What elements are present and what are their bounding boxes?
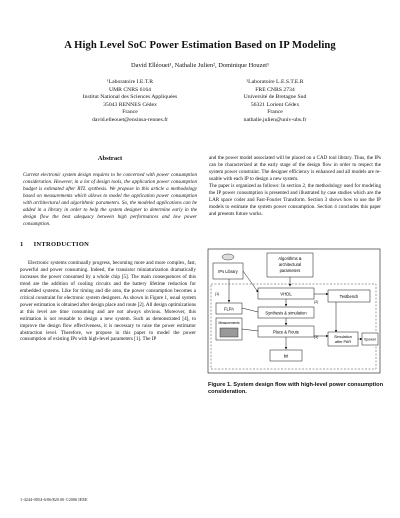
affiliation-line: UMR CNRS 6164: [108, 86, 152, 93]
affiliation-email: nathalie.julien@univ-ubs.fr: [243, 116, 307, 123]
affiliation-email: david.elleouet@ensinsa-rennes.fr: [92, 116, 168, 123]
xpower-label: Xpower: [363, 337, 377, 342]
algorithms-label: parameters: [279, 268, 301, 273]
flow-arrow: [243, 271, 258, 292]
section-heading: [20, 241, 99, 248]
paragraph: Electronic systems continually progress, becoming more and more complex, fast, powerful and power consuming. Indeed, the transistor miniaturization dramatically increases the power consumed by a whole chip [5]. The main consequences of this trend are the addition of cooling circuits and the battery lifetime reduction for embedded systems. Like for timing and die area, the power consumption becomes a critical constraint for electronic system designers. As shown in Figure 1, usual system power estimation is obtained after design place and route [2]. All design optimizations at this level are time consuming and are not always obvious. Moreover, this estimation is not reusable to design a new system. Such as demonstrated [4], to improve the design flow effectiveness, it is necessary to raise the power estimator abstraction level. Therefore, we propose in this paper to model the power consumption of existing IPs with high-level parameters [1]. The IP: [20, 260, 196, 343]
affiliation-line: 35043 RENNES Cédex: [103, 101, 157, 108]
algorithms-label: Algorithms &: [278, 256, 302, 261]
measurements-label: Measurements: [218, 321, 240, 325]
introduction-text: [20, 260, 196, 343]
marker-2: (2): [314, 300, 319, 304]
affiliation-line: ¹Laboratoire I.E.T.R: [106, 79, 154, 85]
abstract-heading: Abstract: [97, 155, 123, 162]
figure-caption: Figure 1. System design flow with high-level power consumption consideration.: [208, 382, 384, 396]
affiliation-1: [58, 79, 202, 125]
marker-1: (1): [215, 292, 220, 296]
author-list: David Elléouet¹, Nathalie Julien², Dominique Houzet¹: [131, 62, 269, 69]
affiliation-2: [208, 79, 342, 125]
paragraph: and the power model associated will be placed on a CAD tool library. Thus, the IPs can be characterized at the early stage of the design flow in order to respect the system power constraint. The designer efficiency is enhanced and all models are re-usable with each IP to design a new system.: [209, 155, 381, 182]
testbench-label: Testbench: [339, 294, 359, 299]
affiliation-line: Université de Bretagne Sud: [243, 94, 307, 101]
affiliation-line: FRE CNRS 2734: [255, 86, 295, 93]
affiliation-line: ²Laboratoire L.E.S.T.E.R: [246, 79, 304, 85]
synthesis-label: Synthesis & simulation: [265, 310, 307, 316]
ip-library-label: IPs Library: [218, 269, 238, 274]
simulation-label: Simulation: [334, 335, 352, 339]
abstract-text: [23, 172, 197, 228]
flow-arrow: [242, 308, 258, 312]
paper-title: A High Level SoC Power Estimation Based on IP Modeling: [64, 40, 336, 51]
paragraph: The paper is organized as follows: In section 2, the methodology used for modeling the IP power consumption is presented and illustrated by case studies which are the LAR space coder and Fast-Fourier Transform. Section 3 shows how to use the IP models to estimate the system power consumption. Section 4 concludes this paper and presents future works.: [209, 182, 381, 217]
algorithms-label: architectural: [278, 262, 302, 267]
section-number: 1: [20, 241, 24, 248]
affiliation-line: Institut National des Sciences Appliquées: [82, 94, 178, 101]
marker-3: (3): [314, 335, 319, 339]
database-icon: [222, 254, 234, 260]
affiliation-line: France: [267, 109, 283, 116]
affiliation-line: 56321 Lorient Cédex: [250, 101, 300, 108]
flpa-label: FLPA: [224, 306, 234, 312]
right-column-text: [209, 155, 381, 218]
abstract-paragraph: Current electronic system design requires to be concerned with power consumption consideration. However, in a lot of design tools, the application power consumption budget is estimated after RTL synthesis. We propose in this article a methodology based on measurements which allows to model the application power consumption with architectural and algorithmic parameters. So, the modeled applications can be added in a library in order to help the system designer to determine early in the design flow the best adequacy between high performances and low power consumption.: [23, 172, 197, 227]
place-route-label: Place & Route: [272, 329, 300, 335]
affiliation-line: France: [122, 109, 138, 116]
bitstream-label: bit: [283, 353, 289, 359]
simulation-label: after PAR: [334, 340, 352, 344]
vhdl-label: VHDL: [280, 291, 292, 297]
section-title: INTRODUCTION: [33, 241, 90, 248]
board-icon: [220, 328, 238, 337]
page-footer: 1-4244-0054-6/06/$20.00 ©2006 IEEE: [20, 497, 88, 502]
flow-arrow: [242, 329, 258, 331]
design-flow-figure: [206, 248, 386, 376]
